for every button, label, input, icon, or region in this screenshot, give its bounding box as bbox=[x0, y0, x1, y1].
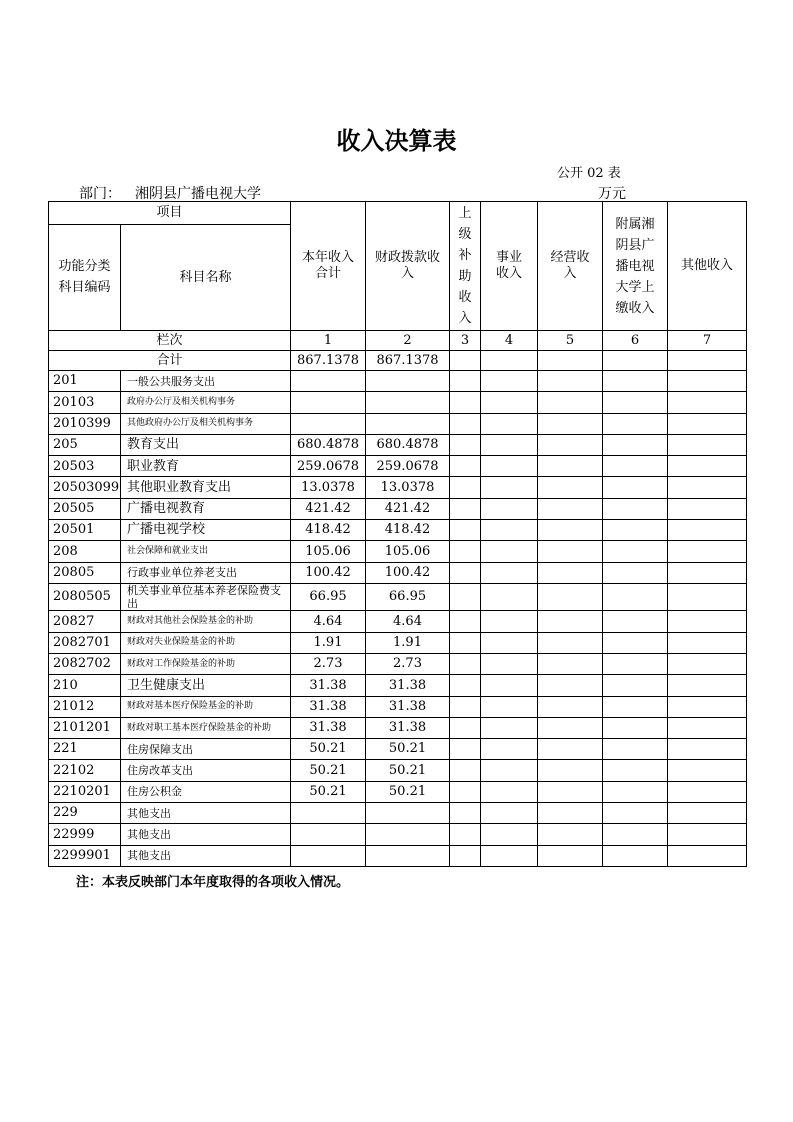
row-value-col5 bbox=[538, 696, 603, 717]
row-value-col4 bbox=[481, 696, 538, 717]
table-row bbox=[49, 541, 747, 562]
row-code: 20103 bbox=[49, 392, 121, 413]
row-value-col7 bbox=[668, 781, 747, 802]
row-value-col3 bbox=[450, 781, 481, 802]
row-code: 229 bbox=[49, 803, 121, 824]
row-value-col7 bbox=[668, 653, 747, 674]
row-value-col4 bbox=[481, 413, 538, 434]
row-value-col3 bbox=[450, 824, 481, 845]
row-value-col5 bbox=[538, 760, 603, 781]
row-value-col6 bbox=[603, 696, 668, 717]
column-number: 2 bbox=[366, 331, 450, 351]
row-subject-name: 行政事业单位养老支出 bbox=[121, 562, 291, 583]
row-subject-name: 政府办公厅及相关机构事务 bbox=[121, 392, 291, 413]
row-value-col6 bbox=[603, 675, 668, 696]
row-value-col4 bbox=[481, 803, 538, 824]
row-value-col5 bbox=[538, 413, 603, 434]
row-value-col6 bbox=[603, 562, 668, 583]
row-value-col6 bbox=[603, 632, 668, 653]
department-line bbox=[79, 183, 261, 203]
row-value-col7 bbox=[668, 824, 747, 845]
column-number: 5 bbox=[538, 331, 603, 351]
row-value-col2 bbox=[366, 392, 450, 413]
row-value-col2 bbox=[366, 824, 450, 845]
form-number: 公开 02 表 bbox=[557, 166, 621, 181]
row-subject-name: 广播电视教育 bbox=[121, 498, 291, 519]
row-value-col5 bbox=[538, 562, 603, 583]
row-value-col4 bbox=[481, 541, 538, 562]
row-value-col5 bbox=[538, 717, 603, 738]
row-code: 2082701 bbox=[49, 632, 121, 653]
row-subject-name: 住房改革支出 bbox=[121, 760, 291, 781]
row-value-col5 bbox=[538, 781, 603, 802]
row-code: 2101201 bbox=[49, 717, 121, 738]
row-value-col5 bbox=[538, 498, 603, 519]
row-value-col1: 2.73 bbox=[291, 653, 366, 674]
total-cell: 867.1378 bbox=[291, 351, 366, 371]
row-value-col6 bbox=[603, 498, 668, 519]
row-code: 21012 bbox=[49, 696, 121, 717]
row-value-col2: 50.21 bbox=[366, 760, 450, 781]
row-value-col4 bbox=[481, 632, 538, 653]
row-value-col1 bbox=[291, 803, 366, 824]
row-subject-name: 其他政府办公厅及相关机构事务 bbox=[121, 413, 291, 434]
row-value-col6 bbox=[603, 824, 668, 845]
row-value-col7 bbox=[668, 456, 747, 477]
row-value-col1: 680.4878 bbox=[291, 434, 366, 455]
header-col6: 附属湘阴县广播电视大学上缴收入 bbox=[603, 202, 668, 331]
row-value-col7 bbox=[668, 632, 747, 653]
row-value-col4 bbox=[481, 434, 538, 455]
row-subject-name: 住房公积金 bbox=[121, 781, 291, 802]
table-row bbox=[49, 803, 747, 824]
table-row bbox=[49, 824, 747, 845]
table-row bbox=[49, 456, 747, 477]
row-value-col5 bbox=[538, 477, 603, 498]
row-value-col2 bbox=[366, 803, 450, 824]
row-value-col6 bbox=[603, 456, 668, 477]
row-value-col5 bbox=[538, 392, 603, 413]
total-cell bbox=[538, 351, 603, 371]
row-value-col4 bbox=[481, 498, 538, 519]
row-value-col1 bbox=[291, 392, 366, 413]
row-value-col7 bbox=[668, 583, 747, 610]
row-value-col5 bbox=[538, 845, 603, 866]
row-value-col2: 31.38 bbox=[366, 717, 450, 738]
row-value-col6 bbox=[603, 434, 668, 455]
row-value-col4 bbox=[481, 739, 538, 760]
row-value-col3 bbox=[450, 717, 481, 738]
row-subject-name: 财政对基本医疗保险基金的补助 bbox=[121, 696, 291, 717]
row-value-col7 bbox=[668, 541, 747, 562]
table-row bbox=[49, 632, 747, 653]
row-value-col2: 66.95 bbox=[366, 583, 450, 610]
row-value-col6 bbox=[603, 520, 668, 541]
row-value-col4 bbox=[481, 717, 538, 738]
row-value-col1 bbox=[291, 845, 366, 866]
row-subject-name: 其他职业教育支出 bbox=[121, 477, 291, 498]
total-label: 合计 bbox=[49, 351, 291, 371]
row-value-col4 bbox=[481, 760, 538, 781]
row-subject-name: 其他支出 bbox=[121, 824, 291, 845]
row-subject-name: 财政对职工基本医疗保险基金的补助 bbox=[121, 717, 291, 738]
row-value-col5 bbox=[538, 824, 603, 845]
row-value-col6 bbox=[603, 392, 668, 413]
total-cell bbox=[668, 351, 747, 371]
row-value-col2: 680.4878 bbox=[366, 434, 450, 455]
table-row bbox=[49, 760, 747, 781]
table-row bbox=[49, 653, 747, 674]
row-value-col7 bbox=[668, 477, 747, 498]
row-value-col6 bbox=[603, 611, 668, 632]
row-value-col1: 259.0678 bbox=[291, 456, 366, 477]
row-value-col6 bbox=[603, 371, 668, 392]
row-value-col7 bbox=[668, 434, 747, 455]
row-value-col6 bbox=[603, 739, 668, 760]
row-subject-name: 其他支出 bbox=[121, 803, 291, 824]
row-value-col3 bbox=[450, 739, 481, 760]
row-code: 201 bbox=[49, 371, 121, 392]
row-code: 20503099 bbox=[49, 477, 121, 498]
row-value-col6 bbox=[603, 477, 668, 498]
table-row bbox=[49, 562, 747, 583]
row-value-col5 bbox=[538, 456, 603, 477]
row-code: 2210201 bbox=[49, 781, 121, 802]
row-subject-name: 其他支出 bbox=[121, 845, 291, 866]
row-value-col5 bbox=[538, 541, 603, 562]
row-value-col1: 13.0378 bbox=[291, 477, 366, 498]
table-row bbox=[49, 781, 747, 802]
row-value-col4 bbox=[481, 781, 538, 802]
row-value-col4 bbox=[481, 520, 538, 541]
row-value-col2: 50.21 bbox=[366, 781, 450, 802]
row-value-col7 bbox=[668, 413, 747, 434]
row-value-col4 bbox=[481, 675, 538, 696]
row-code: 2082702 bbox=[49, 653, 121, 674]
row-value-col7 bbox=[668, 562, 747, 583]
row-subject-name: 财政对其他社会保险基金的补助 bbox=[121, 611, 291, 632]
row-value-col5 bbox=[538, 434, 603, 455]
header-col1: 本年收入合计 bbox=[291, 202, 366, 331]
department-name: 湘阴县广播电视大学 bbox=[135, 186, 261, 202]
row-value-col3 bbox=[450, 562, 481, 583]
row-value-col5 bbox=[538, 520, 603, 541]
total-cell bbox=[603, 351, 668, 371]
row-value-col7 bbox=[668, 739, 747, 760]
row-value-col3 bbox=[450, 653, 481, 674]
row-value-col2: 2.73 bbox=[366, 653, 450, 674]
row-value-col1: 50.21 bbox=[291, 760, 366, 781]
row-value-col1: 421.42 bbox=[291, 498, 366, 519]
table-row bbox=[49, 371, 747, 392]
row-value-col4 bbox=[481, 611, 538, 632]
row-value-col2: 421.42 bbox=[366, 498, 450, 519]
column-number: 6 bbox=[603, 331, 668, 351]
row-value-col7 bbox=[668, 611, 747, 632]
row-value-col5 bbox=[538, 675, 603, 696]
row-value-col1: 50.21 bbox=[291, 739, 366, 760]
row-value-col3 bbox=[450, 413, 481, 434]
row-value-col6 bbox=[603, 413, 668, 434]
row-value-col7 bbox=[668, 675, 747, 696]
row-code: 2299901 bbox=[49, 845, 121, 866]
row-code: 221 bbox=[49, 739, 121, 760]
row-subject-name: 住房保障支出 bbox=[121, 739, 291, 760]
table-row bbox=[49, 413, 747, 434]
table-row bbox=[49, 845, 747, 866]
row-value-col2: 50.21 bbox=[366, 739, 450, 760]
row-value-col5 bbox=[538, 611, 603, 632]
row-value-col4 bbox=[481, 562, 538, 583]
header-col7: 其他收入 bbox=[668, 202, 747, 331]
row-value-col2: 13.0378 bbox=[366, 477, 450, 498]
header-subject-name: 科目名称 bbox=[121, 225, 291, 331]
table-row bbox=[49, 477, 747, 498]
row-value-col1: 1.91 bbox=[291, 632, 366, 653]
row-code: 20505 bbox=[49, 498, 121, 519]
total-cell bbox=[481, 351, 538, 371]
row-value-col3 bbox=[450, 632, 481, 653]
row-value-col2: 31.38 bbox=[366, 675, 450, 696]
row-value-col4 bbox=[481, 477, 538, 498]
row-value-col3 bbox=[450, 520, 481, 541]
row-value-col3 bbox=[450, 392, 481, 413]
row-subject-name: 职业教育 bbox=[121, 456, 291, 477]
row-value-col7 bbox=[668, 803, 747, 824]
row-value-col2: 31.38 bbox=[366, 696, 450, 717]
row-value-col6 bbox=[603, 803, 668, 824]
header-col5: 经营收入 bbox=[538, 202, 603, 331]
row-value-col5 bbox=[538, 632, 603, 653]
row-value-col1 bbox=[291, 824, 366, 845]
column-number: 7 bbox=[668, 331, 747, 351]
income-table bbox=[48, 201, 747, 867]
department-label: 部门： bbox=[79, 186, 121, 202]
row-value-col7 bbox=[668, 498, 747, 519]
row-value-col2 bbox=[366, 371, 450, 392]
row-value-col4 bbox=[481, 845, 538, 866]
row-subject-name: 广播电视学校 bbox=[121, 520, 291, 541]
row-value-col4 bbox=[481, 653, 538, 674]
row-value-col5 bbox=[538, 653, 603, 674]
row-code: 22999 bbox=[49, 824, 121, 845]
row-value-col7 bbox=[668, 371, 747, 392]
row-value-col1: 100.42 bbox=[291, 562, 366, 583]
row-value-col1 bbox=[291, 413, 366, 434]
row-value-col2: 259.0678 bbox=[366, 456, 450, 477]
row-value-col1: 418.42 bbox=[291, 520, 366, 541]
row-value-col2: 1.91 bbox=[366, 632, 450, 653]
row-value-col3 bbox=[450, 611, 481, 632]
header-func-code: 功能分类科目编码 bbox=[49, 225, 121, 331]
row-value-col6 bbox=[603, 717, 668, 738]
row-value-col2: 4.64 bbox=[366, 611, 450, 632]
row-subject-name: 卫生健康支出 bbox=[121, 675, 291, 696]
row-subject-name: 机关事业单位基本养老保险费支出 bbox=[121, 583, 291, 610]
row-value-col4 bbox=[481, 371, 538, 392]
row-value-col4 bbox=[481, 392, 538, 413]
header-col4: 事业收入 bbox=[481, 202, 538, 331]
row-value-col7 bbox=[668, 717, 747, 738]
table-row bbox=[49, 520, 747, 541]
row-code: 210 bbox=[49, 675, 121, 696]
row-code: 20827 bbox=[49, 611, 121, 632]
table-row bbox=[49, 434, 747, 455]
row-subject-name: 财政对失业保险基金的补助 bbox=[121, 632, 291, 653]
footnote: 注：本表反映部门本年度取得的各项收入情况。 bbox=[76, 875, 350, 890]
row-value-col3 bbox=[450, 371, 481, 392]
row-value-col7 bbox=[668, 760, 747, 781]
row-value-col3 bbox=[450, 498, 481, 519]
table-row bbox=[49, 392, 747, 413]
row-value-col1: 31.38 bbox=[291, 675, 366, 696]
row-value-col3 bbox=[450, 434, 481, 455]
row-value-col6 bbox=[603, 845, 668, 866]
column-number: 4 bbox=[481, 331, 538, 351]
row-value-col4 bbox=[481, 583, 538, 610]
row-value-col5 bbox=[538, 739, 603, 760]
row-subject-name: 社会保障和就业支出 bbox=[121, 541, 291, 562]
row-value-col7 bbox=[668, 392, 747, 413]
row-value-col4 bbox=[481, 456, 538, 477]
total-cell bbox=[450, 351, 481, 371]
row-value-col2 bbox=[366, 845, 450, 866]
row-value-col1: 31.38 bbox=[291, 696, 366, 717]
header-project: 项目 bbox=[49, 202, 291, 225]
table-row bbox=[49, 498, 747, 519]
table-row bbox=[49, 675, 747, 696]
row-code: 20805 bbox=[49, 562, 121, 583]
row-code: 205 bbox=[49, 434, 121, 455]
row-code: 22102 bbox=[49, 760, 121, 781]
row-value-col3 bbox=[450, 845, 481, 866]
row-value-col1: 105.06 bbox=[291, 541, 366, 562]
row-value-col3 bbox=[450, 456, 481, 477]
row-value-col7 bbox=[668, 520, 747, 541]
row-code: 20503 bbox=[49, 456, 121, 477]
total-row bbox=[49, 351, 747, 371]
total-cell: 867.1378 bbox=[366, 351, 450, 371]
column-number: 1 bbox=[291, 331, 366, 351]
table-row bbox=[49, 583, 747, 610]
row-value-col2: 105.06 bbox=[366, 541, 450, 562]
table-row bbox=[49, 739, 747, 760]
row-value-col2: 418.42 bbox=[366, 520, 450, 541]
row-subject-name: 财政对工作保险基金的补助 bbox=[121, 653, 291, 674]
row-code: 2010399 bbox=[49, 413, 121, 434]
row-value-col6 bbox=[603, 653, 668, 674]
table-row bbox=[49, 696, 747, 717]
row-value-col7 bbox=[668, 696, 747, 717]
page-title: 收入决算表 bbox=[336, 127, 457, 155]
row-value-col3 bbox=[450, 583, 481, 610]
row-value-col1: 4.64 bbox=[291, 611, 366, 632]
row-value-col3 bbox=[450, 760, 481, 781]
row-value-col5 bbox=[538, 583, 603, 610]
row-subject-name: 一般公共服务支出 bbox=[121, 371, 291, 392]
row-code: 208 bbox=[49, 541, 121, 562]
row-code: 20501 bbox=[49, 520, 121, 541]
column-index-label: 栏次 bbox=[49, 331, 291, 351]
row-value-col4 bbox=[481, 824, 538, 845]
row-value-col6 bbox=[603, 760, 668, 781]
row-value-col2 bbox=[366, 413, 450, 434]
row-value-col5 bbox=[538, 803, 603, 824]
row-value-col5 bbox=[538, 371, 603, 392]
row-subject-name: 教育支出 bbox=[121, 434, 291, 455]
row-value-col3 bbox=[450, 541, 481, 562]
header-col2: 财政拨款收入 bbox=[366, 202, 450, 331]
table-row bbox=[49, 611, 747, 632]
header-col3: 上级补助收入 bbox=[450, 202, 481, 331]
column-index-row bbox=[49, 331, 747, 351]
row-code: 2080505 bbox=[49, 583, 121, 610]
column-number: 3 bbox=[450, 331, 481, 351]
row-value-col1: 66.95 bbox=[291, 583, 366, 610]
row-value-col2: 100.42 bbox=[366, 562, 450, 583]
row-value-col3 bbox=[450, 696, 481, 717]
row-value-col3 bbox=[450, 803, 481, 824]
table-row bbox=[49, 717, 747, 738]
row-value-col6 bbox=[603, 541, 668, 562]
row-value-col3 bbox=[450, 477, 481, 498]
row-value-col1 bbox=[291, 371, 366, 392]
row-value-col6 bbox=[603, 583, 668, 610]
row-value-col6 bbox=[603, 781, 668, 802]
unit-label: 万元 bbox=[598, 186, 626, 202]
row-value-col1: 31.38 bbox=[291, 717, 366, 738]
row-value-col1: 50.21 bbox=[291, 781, 366, 802]
row-value-col3 bbox=[450, 675, 481, 696]
row-value-col7 bbox=[668, 845, 747, 866]
